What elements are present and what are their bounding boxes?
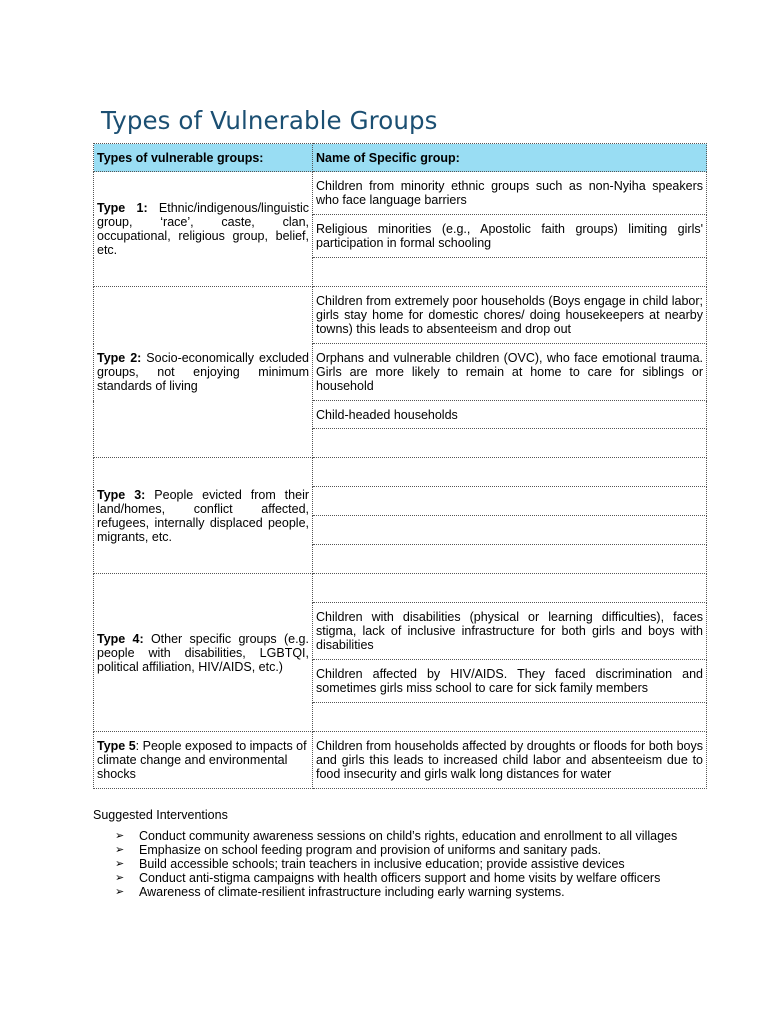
list-item [93, 829, 693, 843]
group-cell [313, 429, 707, 458]
list-item [93, 857, 693, 871]
intervention-text: Conduct anti-stigma campaigns with health officers support and home visits by welfare officers [139, 871, 661, 885]
list-item [93, 885, 693, 899]
type-description: : People exposed to impacts of climate change and environmental shocks [97, 739, 307, 781]
type-1-cell [94, 172, 313, 287]
table-row [94, 172, 707, 215]
table-row [94, 574, 707, 603]
group-cell: Children from minority ethnic groups such as non-Nyiha speakers who face language barriers [313, 172, 707, 215]
arrow-bullet-icon: ➢ [115, 843, 125, 856]
group-cell: Orphans and vulnerable children (OVC), who face emotional trauma. Girls are more likely to remain at home to care for siblings or household [313, 344, 707, 401]
suggested-interventions [93, 808, 693, 899]
type-label: Type 1: [97, 201, 148, 215]
arrow-bullet-icon: ➢ [115, 857, 125, 870]
group-cell [313, 545, 707, 574]
header-specific-group: Name of Specific group: [313, 144, 707, 172]
group-cell: Children with disabilities (physical or learning difficulties), faces stigma, lack of inclusive infrastructure for both girls and boys with disabilities [313, 603, 707, 660]
group-cell: Religious minorities (e.g., Apostolic faith groups) limiting girls' participation in formal schooling [313, 215, 707, 258]
interventions-heading: Suggested Interventions [93, 808, 228, 822]
intervention-text: Conduct community awareness sessions on child’s rights, education and enrollment to all villages [139, 829, 678, 843]
group-cell [313, 516, 707, 545]
arrow-bullet-icon: ➢ [115, 885, 125, 898]
group-cell [313, 487, 707, 516]
group-cell: Child-headed households [313, 401, 707, 429]
intervention-text: Emphasize on school feeding program and provision of uniforms and sanitary pads. [139, 843, 602, 857]
type-4-cell [94, 574, 313, 732]
intervention-text: Build accessible schools; train teachers in inclusive education; provide assistive devices [139, 857, 625, 871]
type-2-cell [94, 287, 313, 458]
type-3-cell [94, 458, 313, 574]
type-label: Type 4: [97, 631, 144, 646]
arrow-bullet-icon: ➢ [115, 871, 125, 884]
group-cell [313, 458, 707, 487]
type-5-cell [94, 732, 313, 789]
type-label: Type 3: [97, 487, 146, 502]
type-description: Socio-economically excluded groups, not enjoying minimum standards of living [97, 351, 309, 393]
group-cell: Children from households affected by droughts or floods for both boys and girls this leads to increased child labor and absenteeism due to food insecurity and girls walk long distances for water [313, 732, 707, 789]
table-row [94, 458, 707, 487]
page-title: Types of Vulnerable Groups [101, 106, 438, 135]
type-description: People evicted from their land/homes, conflict affected, refugees, internally displaced people, migrants, etc. [97, 487, 310, 544]
group-cell [313, 574, 707, 603]
header-types: Types of vulnerable groups: [94, 144, 313, 172]
table-row [94, 732, 707, 789]
table-row [94, 287, 707, 344]
vulnerable-groups-table [93, 143, 707, 789]
type-label: Type 5 [97, 739, 136, 753]
group-cell [313, 258, 707, 287]
list-item [93, 843, 693, 857]
group-cell: Children from extremely poor households (Boys engage in child labor; girls stay home for domestic chores/ doing housekeepers at nearby towns) this leads to absenteeism and drop out [313, 287, 707, 344]
intervention-text: Awareness of climate-resilient infrastructure including early warning systems. [139, 885, 565, 899]
arrow-bullet-icon: ➢ [115, 829, 125, 842]
type-label: Type 2: [97, 351, 142, 365]
interventions-list [93, 829, 693, 899]
group-cell [313, 703, 707, 732]
group-cell: Children affected by HIV/AIDS. They faced discrimination and sometimes girls miss school to care for sick family members [313, 660, 707, 703]
type-description: Ethnic/indigenous/linguistic group, ‘race’, caste, clan, occupational, religious group, belief, etc. [97, 201, 309, 257]
list-item [93, 871, 693, 885]
table-header-row [94, 144, 707, 172]
type-description: Other specific groups (e.g. people with disabilities, LGBTQI, political affiliation, HIV/AIDS, etc.) [97, 631, 309, 674]
